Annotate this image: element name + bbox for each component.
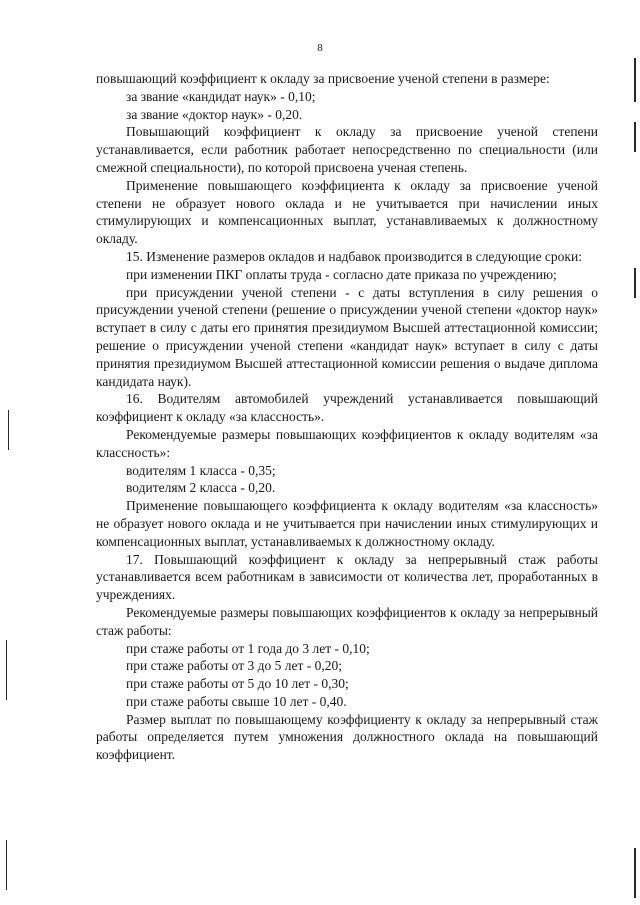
paragraph: при стаже работы от 1 года до 3 лет - 0,10; [126,640,370,656]
scan-edge-mark [8,410,9,450]
scan-edge-mark [634,848,636,898]
paragraph: Повышающий коэффициент к окладу за присвоение ученой степени устанавливается, если работник работает непосредственно по специальности (или смежной специальности), по которой присвоена ученая степень. [96,124,598,175]
paragraph: при изменении ПКГ оплаты труда - согласно дате приказа по учреждению; [126,266,557,282]
paragraph: Рекомендуемые размеры повышающих коэффициентов к окладу за непрерывный стаж работы: [96,604,598,638]
page-number: 8 [317,42,323,54]
paragraph: повышающий коэффициент к окладу за присвоение ученой степени в размере: [96,71,550,86]
paragraph: за звание «доктор наук» - 0,20. [126,106,303,122]
paragraph: водителям 2 класса - 0,20. [126,480,276,496]
paragraph: Применение повышающего коэффициента к окладу за присвоение ученой степени не образует нового оклада и не учитывается при начислении иных стимулирующих и компенсационных выплат, устанавливаемых к должностному окладу. [96,177,598,247]
paragraph: за звание «кандидат наук» - 0,10; [126,88,316,104]
paragraph: при стаже работы от 3 до 5 лет - 0,20; [126,658,343,674]
paragraph: Размер выплат по повышающему коэффициенту к окладу за непрерывный стаж работы определяется путем умножения должностного оклада на повышающий коэффициент. [96,711,598,763]
scan-edge-mark [634,268,636,298]
paragraph: Применение повышающего коэффициента к окладу водителям «за классность» не образует нового оклада и не учитывается при начислении иных стимулирующих и компенсационных выплат, устанавливаемых к должностному окладу. [96,498,598,549]
paragraph: водителям 1 класса - 0,35; [126,462,276,478]
paragraph: при стаже работы от 5 до 10 лет - 0,30; [126,676,349,692]
scan-edge-mark [634,122,636,152]
paragraph: 15. Изменение размеров окладов и надбавок производится в следующие сроки: [126,248,582,264]
scan-edge-mark [634,58,636,102]
paragraph: Рекомендуемые размеры повышающих коэффициентов к окладу водителям «за классность»: [96,426,598,460]
paragraph: при присуждении ученой степени - с даты вступления в силу решения о присуждении ученой степени (решение о присуждении ученой степени «доктор наук» вступает в силу с даты его принятия президиумом Высшей аттестационной комиссии; решение о присуждении ученой степени «кандидат наук» вступает в силу с даты принятия президиумом Высшей аттестационной комиссии решения о выдаче диплома кандидата наук). [96,284,598,389]
paragraph: 16. Водителям автомобилей учреждений устанавливается повышающий коэффициент к окладу «за классность». [96,391,598,425]
scan-edge-mark [6,840,7,890]
paragraph: при стаже работы свыше 10 лет - 0,40. [126,693,347,709]
paragraph: 17. Повышающий коэффициент к окладу за непрерывный стаж работы устанавливается всем работникам в зависимости от количества лет, проработанных в учреждениях. [96,551,598,603]
document-body [96,70,598,764]
scan-edge-mark [6,640,7,700]
